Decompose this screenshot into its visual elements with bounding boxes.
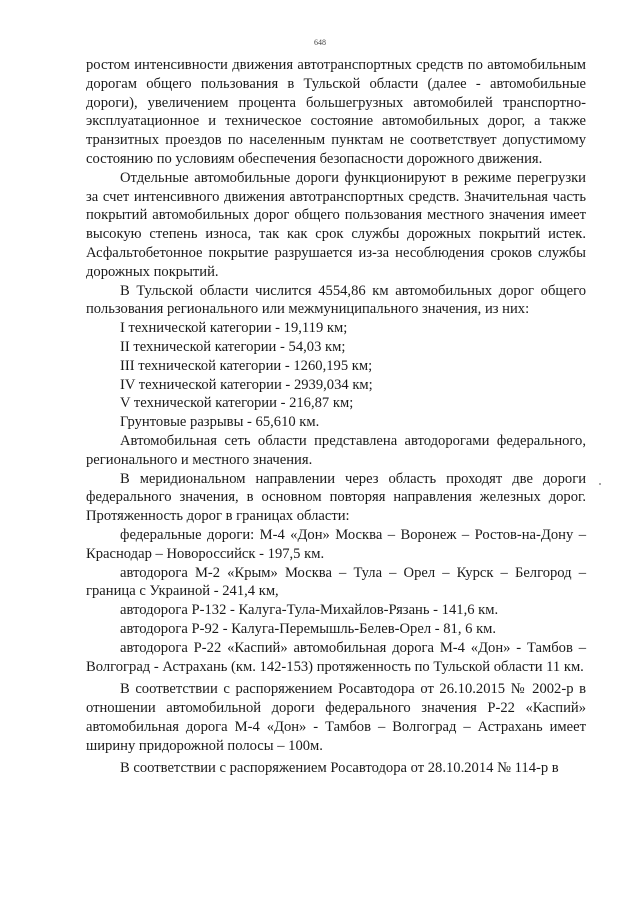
- paragraph-order-2014: В соответствии с распоряжением Росавтодора от 28.10.2014 № 114-р в: [120, 760, 559, 777]
- list-item: Грунтовые разрывы - 65,610 км.: [120, 414, 320, 431]
- list-item: V технической категории - 216,87 км;: [120, 395, 354, 412]
- list-item: II технической категории - 54,03 км;: [120, 338, 346, 355]
- paragraph-road-r92: автодорога Р-92 - Калуга-Перемышль-Белев-Орел - 81, 6 км.: [120, 620, 497, 637]
- list-item: III технической категории - 1260,195 км;: [120, 357, 373, 374]
- paragraph-road-r22: автодорога Р-22 «Каспий» автомобильная дорога М-4 «Дон» - Тамбов – Волгоград - Астрахань (км. 142-153) протяженность по Тульской области 11 км.: [86, 639, 586, 675]
- paragraph-meridional: В меридиональном направлении через область проходят две дороги федерального значения, в основном повторяя направления железных дорог. Протяженность дорог в границах области:: [86, 470, 586, 525]
- paragraph-road-m2: автодорога М-2 «Крым» Москва – Тула – Орел – Курск – Белгород – граница с Украиной - 241,4 км,: [86, 564, 586, 600]
- paragraph-network: Автомобильная сеть области представлена автодорогами федерального, регионального и местного значения.: [86, 432, 586, 468]
- scan-speck: [599, 483, 601, 485]
- list-item: I технической категории - 19,119 км;: [120, 320, 348, 337]
- document-body: [86, 56, 586, 778]
- paragraph-order-2015: В соответствии с распоряжением Росавтодора от 26.10.2015 № 2002-р в отношении автомобильной дороги федерального значения Р-22 «Каспий» автомобильная дорога М-4 «Дон» - Тамбов – Волгоград – Астрахань имеет ширину придорожной полосы – 100м.: [86, 681, 586, 754]
- paragraph-road-length: В Тульской области числится 4554,86 км автомобильных дорог общего пользования регионального или межмуниципального значения, из них:: [86, 282, 586, 318]
- category-list: [86, 319, 586, 432]
- paragraph-intro: ростом интенсивности движения автотранспортных средств по автомобильным дорогам общего пользования в Тульской области (далее - автомобильные дороги), увеличением процента большегрузных автомобилей транспортно-эксплуатационное и техническое состояние автомобильных дорог, а также транзитных проездов по населенным пунктам не соответствует допустимому состоянию по условиям обеспечения безопасности дорожного движения.: [86, 57, 586, 167]
- paragraph-road-r132: автодорога Р-132 - Калуга-Тула-Михайлов-Рязань - 141,6 км.: [120, 602, 499, 619]
- list-item: IV технической категории - 2939,034 км;: [120, 376, 373, 393]
- paragraph-overload: Отдельные автомобильные дороги функционируют в режиме перегрузки за счет интенсивного движения автотранспортных средств. Значительная часть покрытий автомобильных дорог общего пользования местного значения имеет высокую степень износа, так как срок службы дорожных покрытий истек. Асфальтобетонное покрытие разрушается из-за несоблюдения сроков службы дорожных покрытий.: [86, 169, 586, 280]
- page-number: 648: [314, 38, 326, 47]
- paragraph-federal-roads: федеральные дороги: М-4 «Дон» Москва – Воронеж – Ростов-на-Дону – Краснодар – Новороссийск - 197,5 км.: [86, 526, 586, 562]
